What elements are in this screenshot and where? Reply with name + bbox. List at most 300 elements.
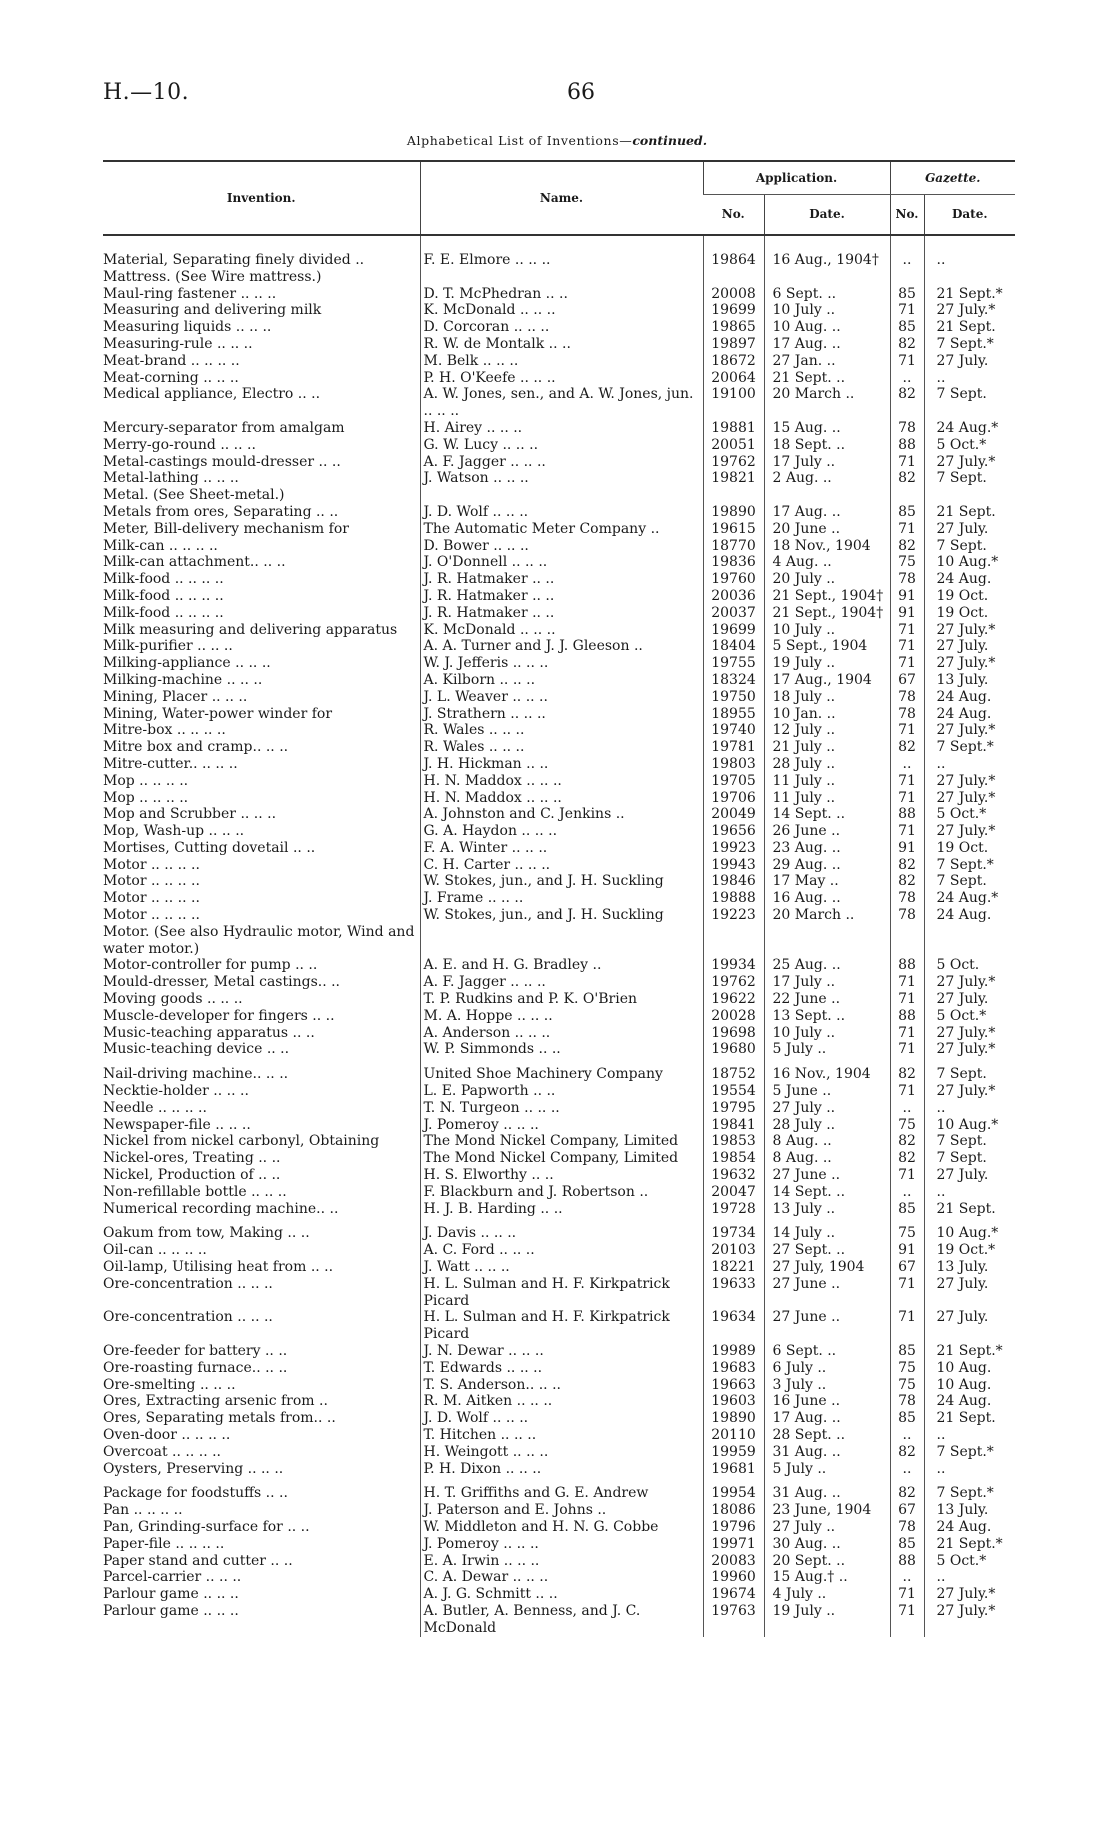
table-row bbox=[103, 739, 1015, 756]
gazette-date-cell: 10 Aug. bbox=[924, 1377, 1015, 1394]
application-no-cell: 19706 bbox=[703, 790, 764, 807]
invention-cell: Motor .. .. .. .. bbox=[103, 907, 200, 924]
table-row bbox=[103, 1502, 1015, 1519]
gazette-date-cell: 13 July. bbox=[924, 1259, 1015, 1276]
gazette-date-cell: 27 July. bbox=[924, 638, 1015, 655]
gazette-no-cell: 91 bbox=[890, 1242, 924, 1259]
gazette-no-cell: 82 bbox=[890, 1133, 924, 1150]
name-cell: H. L. Sulman and H. F. Kirkpatrick Picard bbox=[420, 1276, 703, 1310]
name-cell: The Mond Nickel Company, Limited bbox=[420, 1133, 703, 1150]
application-no-cell: 19734 bbox=[703, 1225, 764, 1242]
application-no-cell: 19622 bbox=[703, 991, 764, 1008]
name-cell: A. A. Turner and J. J. Gleeson .. bbox=[420, 638, 703, 655]
application-no-cell: 19615 bbox=[703, 521, 764, 538]
name-cell: W. Middleton and H. N. G. Cobbe bbox=[420, 1519, 703, 1536]
application-no-cell: 19760 bbox=[703, 571, 764, 588]
gazette-date-cell: 5 Oct.* bbox=[924, 1553, 1015, 1570]
gazette-no-cell: .. bbox=[890, 1461, 924, 1478]
gazette-no-cell bbox=[890, 487, 924, 504]
table-row bbox=[103, 1008, 1015, 1025]
application-date-cell: 21 July .. bbox=[764, 739, 890, 756]
invention-cell: Oysters, Preserving .. .. .. bbox=[103, 1460, 284, 1477]
section-gap bbox=[103, 1058, 1015, 1066]
invention-cell: Ore-concentration .. .. .. bbox=[103, 1275, 273, 1292]
invention-cell: Parlour game .. .. .. bbox=[103, 1586, 239, 1603]
application-no-cell: 19923 bbox=[703, 840, 764, 857]
gazette-no-cell: 82 bbox=[890, 857, 924, 874]
gazette-date-cell: 5 Oct.* bbox=[924, 1008, 1015, 1025]
invention-cell: Mop .. .. .. .. bbox=[103, 772, 189, 789]
name-cell: J. D. Wolf .. .. .. bbox=[420, 504, 703, 521]
application-no-cell: 19888 bbox=[703, 890, 764, 907]
application-date-cell: 18 Nov., 1904 bbox=[764, 538, 890, 555]
gazette-date-cell: 5 Oct.* bbox=[924, 806, 1015, 823]
name-cell: H. Airey .. .. .. bbox=[420, 420, 703, 437]
gazette-date-cell: 27 July.* bbox=[924, 1586, 1015, 1603]
invention-cell: Merry-go-round .. .. .. bbox=[103, 436, 256, 453]
invention-cell: Mitre-box .. .. .. .. bbox=[103, 722, 226, 739]
table-row bbox=[103, 974, 1015, 991]
invention-cell: Ores, Extracting arsenic from .. bbox=[103, 1393, 328, 1410]
gazette-no-cell: 71 bbox=[890, 1603, 924, 1637]
name-cell: F. E. Elmore .. .. .. bbox=[420, 252, 703, 269]
invention-cell: Milk-can .. .. .. .. bbox=[103, 537, 218, 554]
application-date-cell: 28 Sept. .. bbox=[764, 1427, 890, 1444]
application-no-cell: 20110 bbox=[703, 1427, 764, 1444]
invention-cell: Overcoat .. .. .. .. bbox=[103, 1443, 222, 1460]
table-row bbox=[103, 672, 1015, 689]
header-invention: Invention. bbox=[103, 161, 420, 235]
application-no-cell: 19674 bbox=[703, 1586, 764, 1603]
name-cell: J. R. Hatmaker .. .. bbox=[420, 571, 703, 588]
gazette-date-cell: 27 July.* bbox=[924, 454, 1015, 471]
application-no-cell: 18086 bbox=[703, 1502, 764, 1519]
name-cell: J. Pomeroy .. .. .. bbox=[420, 1536, 703, 1553]
name-cell: F. A. Winter .. .. .. bbox=[420, 840, 703, 857]
name-cell: T. Edwards .. .. .. bbox=[420, 1360, 703, 1377]
table-row bbox=[103, 386, 1015, 420]
gazette-date-cell: 19 Oct. bbox=[924, 605, 1015, 622]
table-row bbox=[103, 1117, 1015, 1134]
invention-cell: Meat-brand .. .. .. .. bbox=[103, 352, 240, 369]
application-date-cell: 16 Aug., 1904† bbox=[764, 252, 890, 269]
application-date-cell: 17 Aug. .. bbox=[764, 504, 890, 521]
invention-cell: Oil-lamp, Utilising heat from .. .. bbox=[103, 1259, 334, 1276]
table-row bbox=[103, 319, 1015, 336]
gazette-date-cell: 19 Oct. bbox=[924, 588, 1015, 605]
gazette-no-cell: 78 bbox=[890, 420, 924, 437]
table-row bbox=[103, 706, 1015, 723]
application-date-cell: 31 Aug. .. bbox=[764, 1444, 890, 1461]
table-row bbox=[103, 622, 1015, 639]
gazette-date-cell: 27 July.* bbox=[924, 974, 1015, 991]
table-row bbox=[103, 504, 1015, 521]
gazette-no-cell: 88 bbox=[890, 806, 924, 823]
gazette-no-cell: 82 bbox=[890, 538, 924, 555]
gazette-no-cell: .. bbox=[890, 252, 924, 269]
table-row bbox=[103, 487, 1015, 504]
gazette-no-cell: .. bbox=[890, 756, 924, 773]
gazette-date-cell: 21 Sept. bbox=[924, 1410, 1015, 1427]
application-no-cell: 18752 bbox=[703, 1066, 764, 1083]
gazette-date-cell: 27 July.* bbox=[924, 1041, 1015, 1058]
gazette-date-cell: 21 Sept.* bbox=[924, 1343, 1015, 1360]
application-date-cell: 19 July .. bbox=[764, 655, 890, 672]
table-row bbox=[103, 1343, 1015, 1360]
table-row bbox=[103, 437, 1015, 454]
application-date-cell: 15 Aug.† .. bbox=[764, 1569, 890, 1586]
header-application-date: Date. bbox=[764, 195, 890, 236]
table-row bbox=[103, 1461, 1015, 1478]
gazette-date-cell: 27 July.* bbox=[924, 1603, 1015, 1637]
name-cell: A. E. and H. G. Bradley .. bbox=[420, 957, 703, 974]
application-date-cell: 21 Sept., 1904† bbox=[764, 605, 890, 622]
invention-cell: Mortises, Cutting dovetail .. .. bbox=[103, 839, 316, 856]
name-cell bbox=[420, 269, 703, 286]
name-cell: K. McDonald .. .. .. bbox=[420, 622, 703, 639]
gazette-date-cell: 24 Aug. bbox=[924, 689, 1015, 706]
application-date-cell: 10 July .. bbox=[764, 622, 890, 639]
gazette-date-cell: 7 Sept. bbox=[924, 1150, 1015, 1167]
caption-title: Alphabetical List of Inventions— bbox=[406, 133, 633, 148]
gazette-date-cell: 7 Sept. bbox=[924, 538, 1015, 555]
application-date-cell: 5 June .. bbox=[764, 1083, 890, 1100]
name-cell: E. A. Irwin .. .. .. bbox=[420, 1553, 703, 1570]
header-name: Name. bbox=[420, 161, 703, 235]
invention-cell: Oven-door .. .. .. .. bbox=[103, 1426, 231, 1443]
application-no-cell: 19841 bbox=[703, 1117, 764, 1134]
gazette-no-cell: 67 bbox=[890, 672, 924, 689]
name-cell: J. Strathern .. .. .. bbox=[420, 706, 703, 723]
table-row bbox=[103, 1184, 1015, 1201]
invention-cell: Paper-file .. .. .. .. bbox=[103, 1535, 225, 1552]
application-no-cell: 18221 bbox=[703, 1259, 764, 1276]
name-cell: H. L. Sulman and H. F. Kirkpatrick Picard bbox=[420, 1309, 703, 1343]
section-gap bbox=[103, 1217, 1015, 1225]
invention-cell: Parlour game .. .. .. bbox=[103, 1602, 239, 1619]
gazette-date-cell: 13 July. bbox=[924, 672, 1015, 689]
name-cell: J. L. Weaver .. .. .. bbox=[420, 689, 703, 706]
gazette-date-cell: .. bbox=[924, 1461, 1015, 1478]
gazette-no-cell: 85 bbox=[890, 319, 924, 336]
application-date-cell: 11 July .. bbox=[764, 790, 890, 807]
application-date-cell: 17 July .. bbox=[764, 454, 890, 471]
gazette-no-cell bbox=[890, 924, 924, 958]
application-date-cell: 18 July .. bbox=[764, 689, 890, 706]
invention-cell: Oakum from tow, Making .. .. bbox=[103, 1225, 310, 1242]
application-no-cell: 19698 bbox=[703, 1025, 764, 1042]
invention-cell: Ores, Separating metals from.. .. bbox=[103, 1410, 336, 1427]
name-cell: C. A. Dewar .. .. .. bbox=[420, 1569, 703, 1586]
name-cell: A. C. Ford .. .. .. bbox=[420, 1242, 703, 1259]
application-no-cell: 19989 bbox=[703, 1343, 764, 1360]
name-cell: H. N. Maddox .. .. .. bbox=[420, 790, 703, 807]
table-row bbox=[103, 588, 1015, 605]
gazette-date-cell: 24 Aug. bbox=[924, 1393, 1015, 1410]
application-no-cell: 19959 bbox=[703, 1444, 764, 1461]
gazette-date-cell: 5 Oct. bbox=[924, 957, 1015, 974]
application-no-cell: 19728 bbox=[703, 1201, 764, 1218]
table-row bbox=[103, 571, 1015, 588]
invention-cell: Milk-can attachment.. .. .. bbox=[103, 554, 286, 571]
gazette-no-cell: 71 bbox=[890, 655, 924, 672]
application-no-cell: 19971 bbox=[703, 1536, 764, 1553]
gazette-no-cell: 91 bbox=[890, 840, 924, 857]
invention-cell: Metal-lathing .. .. .. bbox=[103, 470, 239, 487]
table-row bbox=[103, 336, 1015, 353]
table-row bbox=[103, 521, 1015, 538]
application-date-cell: 17 Aug., 1904 bbox=[764, 672, 890, 689]
gazette-no-cell: 88 bbox=[890, 1008, 924, 1025]
application-no-cell: 19750 bbox=[703, 689, 764, 706]
table-row bbox=[103, 689, 1015, 706]
gazette-no-cell: 75 bbox=[890, 1225, 924, 1242]
gazette-date-cell: 27 July. bbox=[924, 991, 1015, 1008]
application-date-cell: 11 July .. bbox=[764, 773, 890, 790]
application-date-cell: 27 June .. bbox=[764, 1276, 890, 1310]
application-no-cell: 20037 bbox=[703, 605, 764, 622]
gazette-no-cell: 71 bbox=[890, 454, 924, 471]
gazette-no-cell: 85 bbox=[890, 1201, 924, 1218]
gazette-date-cell: 10 Aug.* bbox=[924, 554, 1015, 571]
application-date-cell: 10 July .. bbox=[764, 1025, 890, 1042]
name-cell: D. Corcoran .. .. .. bbox=[420, 319, 703, 336]
gazette-date-cell: 7 Sept. bbox=[924, 470, 1015, 487]
application-date-cell: 5 July .. bbox=[764, 1041, 890, 1058]
name-cell: F. Blackburn and J. Robertson .. bbox=[420, 1184, 703, 1201]
application-no-cell: 20049 bbox=[703, 806, 764, 823]
application-no-cell: 19680 bbox=[703, 1041, 764, 1058]
gazette-no-cell: .. bbox=[890, 1100, 924, 1117]
table-row bbox=[103, 1427, 1015, 1444]
name-cell: A. Anderson .. .. .. bbox=[420, 1025, 703, 1042]
page-reference: H.—10. bbox=[103, 80, 190, 105]
application-date-cell: 19 July .. bbox=[764, 1603, 890, 1637]
gazette-no-cell: 82 bbox=[890, 336, 924, 353]
application-date-cell: 4 July .. bbox=[764, 1586, 890, 1603]
gazette-no-cell: 85 bbox=[890, 1343, 924, 1360]
application-no-cell: 19554 bbox=[703, 1083, 764, 1100]
table-row bbox=[103, 1242, 1015, 1259]
name-cell: G. A. Haydon .. .. .. bbox=[420, 823, 703, 840]
gazette-no-cell: 78 bbox=[890, 706, 924, 723]
invention-cell: Ore-concentration .. .. .. bbox=[103, 1309, 273, 1326]
application-date-cell: 8 Aug. .. bbox=[764, 1150, 890, 1167]
gazette-no-cell: 75 bbox=[890, 1117, 924, 1134]
application-no-cell: 19943 bbox=[703, 857, 764, 874]
application-date-cell: 6 Sept. .. bbox=[764, 1343, 890, 1360]
gazette-no-cell: 71 bbox=[890, 622, 924, 639]
gazette-date-cell: 10 Aug.* bbox=[924, 1225, 1015, 1242]
gazette-date-cell: 27 July.* bbox=[924, 1025, 1015, 1042]
gazette-no-cell: 75 bbox=[890, 1377, 924, 1394]
name-cell: J. Frame .. .. .. bbox=[420, 890, 703, 907]
application-date-cell bbox=[764, 924, 890, 958]
invention-cell: Non-refillable bottle .. .. .. bbox=[103, 1183, 287, 1200]
gazette-date-cell: 27 July.* bbox=[924, 823, 1015, 840]
gazette-no-cell: 71 bbox=[890, 790, 924, 807]
gazette-date-cell: 7 Sept. bbox=[924, 873, 1015, 890]
invention-cell: Motor. (See also Hydraulic motor, Wind and water motor.) bbox=[103, 923, 415, 957]
invention-cell: Metal. (See Sheet-metal.) bbox=[103, 487, 285, 504]
name-cell: G. W. Lucy .. .. .. bbox=[420, 437, 703, 454]
gazette-no-cell: 78 bbox=[890, 1393, 924, 1410]
application-no-cell: 19796 bbox=[703, 1519, 764, 1536]
name-cell: J. H. Hickman .. .. bbox=[420, 756, 703, 773]
gazette-no-cell: 71 bbox=[890, 722, 924, 739]
application-date-cell: 14 Sept. .. bbox=[764, 806, 890, 823]
gazette-no-cell: 71 bbox=[890, 353, 924, 370]
table-row bbox=[103, 1377, 1015, 1394]
invention-cell: Muscle-developer for fingers .. .. bbox=[103, 1007, 335, 1024]
application-no-cell: 19821 bbox=[703, 470, 764, 487]
application-date-cell: 26 June .. bbox=[764, 823, 890, 840]
application-date-cell: 20 Sept. .. bbox=[764, 1553, 890, 1570]
gazette-no-cell: 71 bbox=[890, 1025, 924, 1042]
name-cell: P. H. Dixon .. .. .. bbox=[420, 1461, 703, 1478]
name-cell: L. E. Papworth .. .. bbox=[420, 1083, 703, 1100]
invention-cell: Ore-feeder for battery .. .. bbox=[103, 1343, 288, 1359]
table-row bbox=[103, 252, 1015, 269]
gazette-no-cell: 78 bbox=[890, 571, 924, 588]
name-cell: United Shoe Machinery Company bbox=[420, 1066, 703, 1083]
name-cell: R. M. Aitken .. .. .. bbox=[420, 1393, 703, 1410]
table-row bbox=[103, 991, 1015, 1008]
invention-cell: Mattress. (See Wire mattress.) bbox=[103, 268, 322, 285]
invention-cell: Measuring liquids .. .. .. bbox=[103, 319, 272, 336]
application-no-cell: 19681 bbox=[703, 1461, 764, 1478]
application-date-cell: 20 March .. bbox=[764, 386, 890, 420]
table-row bbox=[103, 857, 1015, 874]
application-date-cell: 22 June .. bbox=[764, 991, 890, 1008]
application-no-cell: 19853 bbox=[703, 1133, 764, 1150]
gazette-date-cell: .. bbox=[924, 1569, 1015, 1586]
table-row bbox=[103, 1167, 1015, 1184]
invention-cell: Necktie-holder .. .. .. bbox=[103, 1083, 249, 1100]
application-date-cell: 29 Aug. .. bbox=[764, 857, 890, 874]
table-row bbox=[103, 1083, 1015, 1100]
gazette-no-cell: 82 bbox=[890, 1444, 924, 1461]
application-date-cell: 27 July, 1904 bbox=[764, 1259, 890, 1276]
name-cell: T. P. Rudkins and P. K. O'Brien bbox=[420, 991, 703, 1008]
name-cell: W. Stokes, jun., and J. H. Suckling bbox=[420, 873, 703, 890]
table-row bbox=[103, 286, 1015, 303]
name-cell: T. N. Turgeon .. .. .. bbox=[420, 1100, 703, 1117]
application-date-cell: 15 Aug. .. bbox=[764, 420, 890, 437]
application-no-cell: 19699 bbox=[703, 622, 764, 639]
gazette-no-cell: 88 bbox=[890, 437, 924, 454]
gazette-date-cell: 7 Sept.* bbox=[924, 857, 1015, 874]
gazette-date-cell: 27 July.* bbox=[924, 655, 1015, 672]
application-no-cell: 19656 bbox=[703, 823, 764, 840]
application-date-cell: 10 July .. bbox=[764, 302, 890, 319]
gazette-date-cell: 7 Sept.* bbox=[924, 1444, 1015, 1461]
application-date-cell: 27 July .. bbox=[764, 1519, 890, 1536]
table-row bbox=[103, 1603, 1015, 1637]
name-cell: A. F. Jagger .. .. .. bbox=[420, 454, 703, 471]
application-date-cell: 5 July .. bbox=[764, 1461, 890, 1478]
gazette-date-cell: 27 July.* bbox=[924, 722, 1015, 739]
invention-cell: Package for foodstuffs .. .. bbox=[103, 1485, 288, 1502]
table-row bbox=[103, 1201, 1015, 1218]
application-date-cell: 3 July .. bbox=[764, 1377, 890, 1394]
table-row bbox=[103, 420, 1015, 437]
invention-cell: Milking-appliance .. .. .. bbox=[103, 655, 271, 672]
table-row bbox=[103, 370, 1015, 387]
gazette-no-cell: 71 bbox=[890, 1167, 924, 1184]
gazette-no-cell: .. bbox=[890, 1184, 924, 1201]
gazette-no-cell: 78 bbox=[890, 890, 924, 907]
table-row bbox=[103, 1360, 1015, 1377]
invention-cell: Nickel-ores, Treating .. .. bbox=[103, 1150, 281, 1167]
gazette-no-cell: 82 bbox=[890, 1066, 924, 1083]
application-no-cell: 19100 bbox=[703, 386, 764, 420]
gazette-date-cell: 19 Oct. bbox=[924, 840, 1015, 857]
name-cell: J. Watson .. .. .. bbox=[420, 470, 703, 487]
gazette-date-cell: 27 July. bbox=[924, 1276, 1015, 1310]
table-row bbox=[103, 538, 1015, 555]
name-cell: T. Hitchen .. .. .. bbox=[420, 1427, 703, 1444]
application-no-cell: 19762 bbox=[703, 974, 764, 991]
gazette-no-cell: 91 bbox=[890, 588, 924, 605]
application-date-cell: 20 March .. bbox=[764, 907, 890, 924]
gazette-no-cell bbox=[890, 269, 924, 286]
name-cell: H. N. Maddox .. .. .. bbox=[420, 773, 703, 790]
name-cell: K. McDonald .. .. .. bbox=[420, 302, 703, 319]
name-cell: J. R. Hatmaker .. .. bbox=[420, 588, 703, 605]
invention-cell: Metal-castings mould-dresser .. .. bbox=[103, 453, 341, 470]
invention-cell: Mop .. .. .. .. bbox=[103, 789, 189, 806]
table-row bbox=[103, 1569, 1015, 1586]
gazette-no-cell: 82 bbox=[890, 470, 924, 487]
application-no-cell: 20051 bbox=[703, 437, 764, 454]
table-row bbox=[103, 773, 1015, 790]
gazette-date-cell bbox=[924, 487, 1015, 504]
table-row bbox=[103, 1519, 1015, 1536]
name-cell: A. J. G. Schmitt .. .. bbox=[420, 1586, 703, 1603]
invention-cell: Material, Separating finely divided .. bbox=[103, 252, 365, 268]
table-row bbox=[103, 890, 1015, 907]
invention-cell: Milk-food .. .. .. .. bbox=[103, 604, 224, 621]
table-row bbox=[103, 1536, 1015, 1553]
invention-cell: Pan, Grinding-surface for .. .. bbox=[103, 1518, 310, 1535]
gazette-date-cell: 24 Aug.* bbox=[924, 420, 1015, 437]
application-date-cell: 13 July .. bbox=[764, 1201, 890, 1218]
gazette-no-cell: 71 bbox=[890, 773, 924, 790]
table-caption bbox=[0, 133, 1114, 148]
table-row bbox=[103, 269, 1015, 286]
application-date-cell: 17 Aug. .. bbox=[764, 336, 890, 353]
name-cell: H. J. B. Harding .. .. bbox=[420, 1201, 703, 1218]
invention-cell: Paper stand and cutter .. .. bbox=[103, 1552, 293, 1569]
invention-cell: Milk-food .. .. .. .. bbox=[103, 587, 224, 604]
gazette-no-cell: 71 bbox=[890, 638, 924, 655]
table-row bbox=[103, 790, 1015, 807]
table-row bbox=[103, 756, 1015, 773]
invention-cell: Nickel from nickel carbonyl, Obtaining bbox=[103, 1133, 380, 1150]
gazette-no-cell: 85 bbox=[890, 1410, 924, 1427]
gazette-date-cell: 7 Sept. bbox=[924, 1066, 1015, 1083]
gazette-no-cell: 75 bbox=[890, 1360, 924, 1377]
gazette-date-cell: 7 Sept.* bbox=[924, 336, 1015, 353]
application-no-cell: 19836 bbox=[703, 554, 764, 571]
table-row bbox=[103, 840, 1015, 857]
invention-cell: Mitre-cutter.. .. .. .. bbox=[103, 755, 238, 772]
table-row bbox=[103, 638, 1015, 655]
invention-cell: Oil-can .. .. .. .. bbox=[103, 1242, 207, 1259]
name-cell: J. N. Dewar .. .. .. bbox=[420, 1343, 703, 1360]
name-cell: M. A. Hoppe .. .. .. bbox=[420, 1008, 703, 1025]
